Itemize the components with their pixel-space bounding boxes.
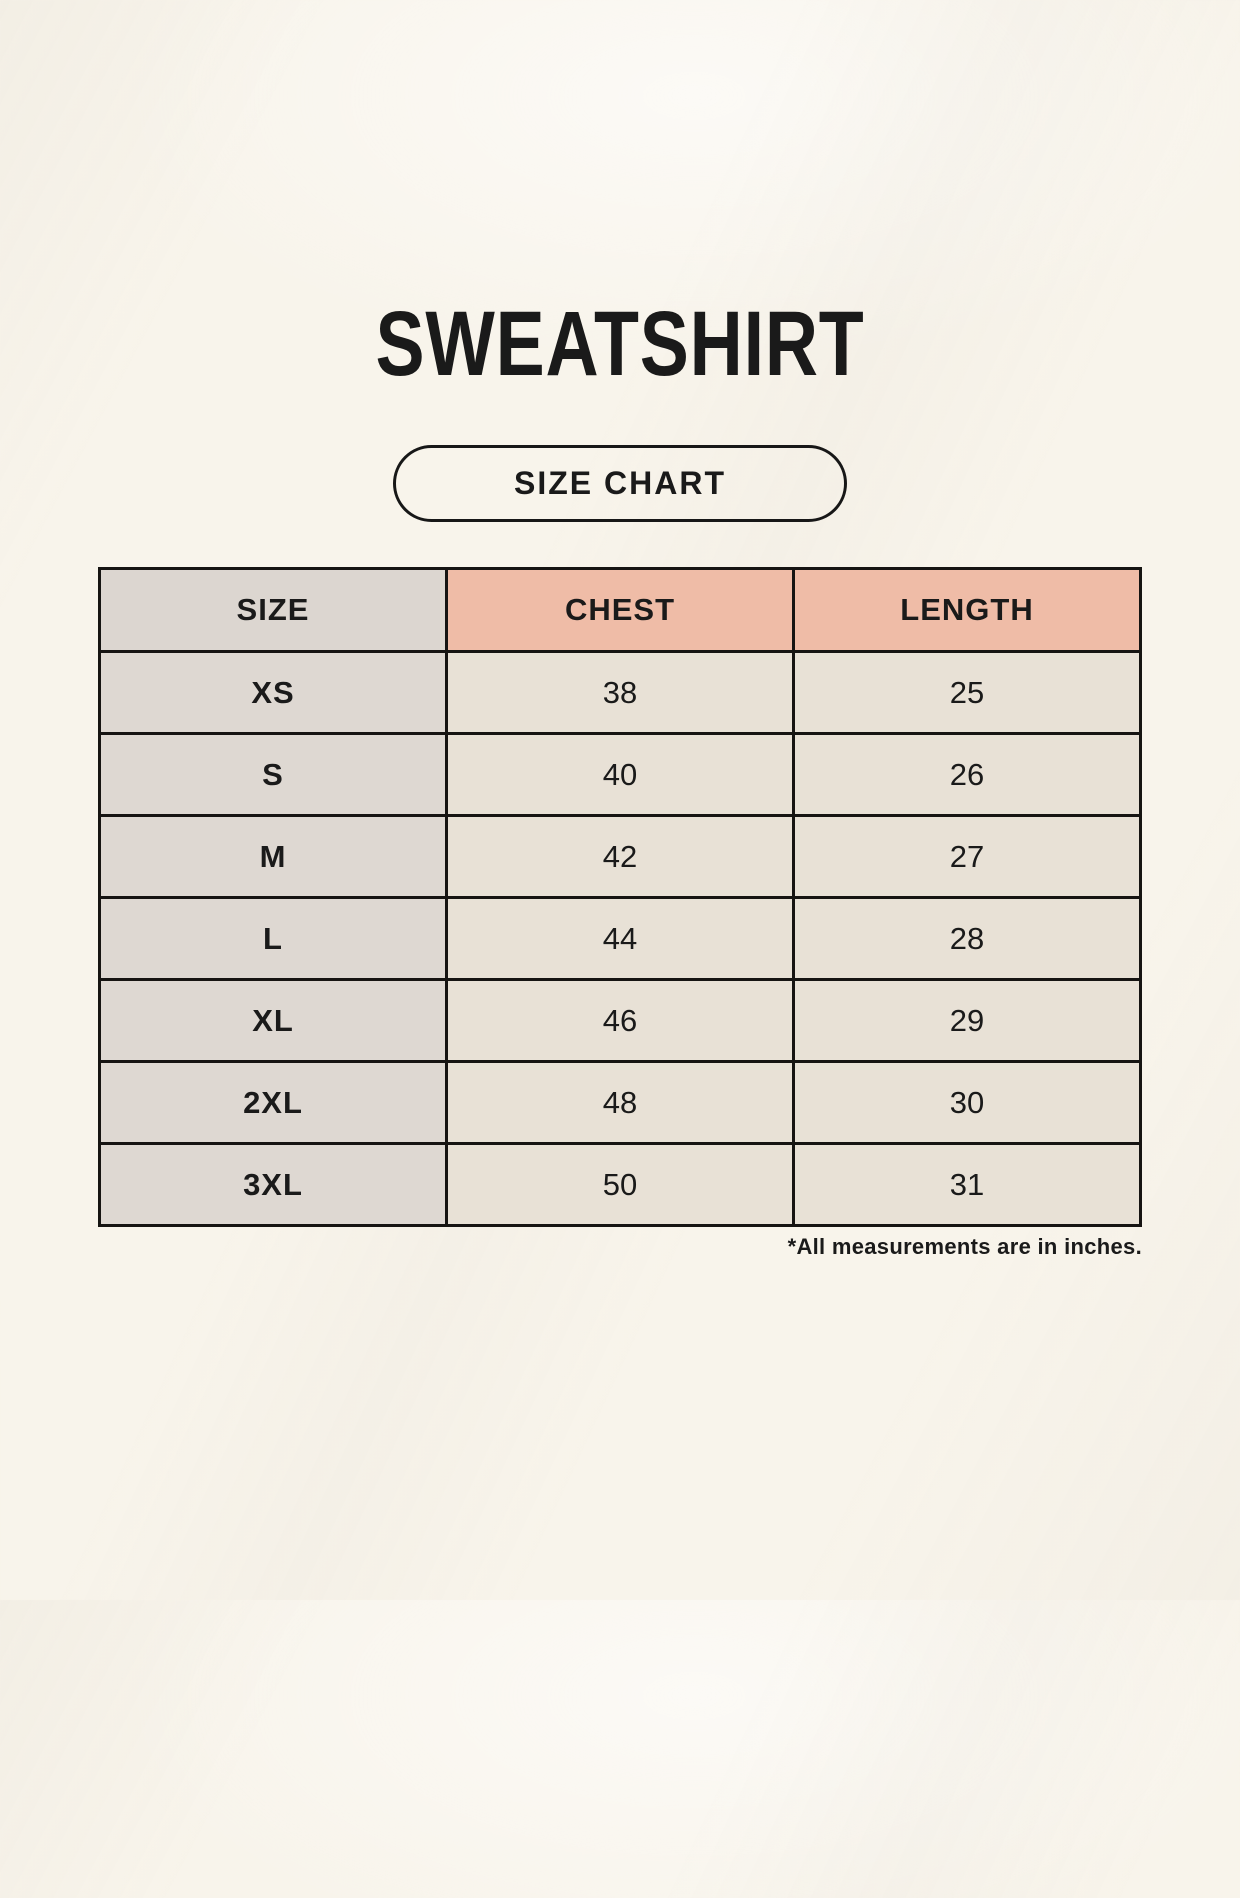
- length-cell: 29: [794, 980, 1141, 1062]
- length-cell: 25: [794, 652, 1141, 734]
- length-cell: 26: [794, 734, 1141, 816]
- size-cell: M: [100, 816, 447, 898]
- chest-cell: 38: [447, 652, 794, 734]
- length-cell: 31: [794, 1144, 1141, 1226]
- table-row-xs: [100, 652, 1141, 734]
- chest-cell: 44: [447, 898, 794, 980]
- size-table: [98, 567, 1142, 1227]
- table-row-m: [100, 816, 1141, 898]
- size-cell: L: [100, 898, 447, 980]
- table-row-3xl: [100, 1144, 1141, 1226]
- size-cell: 3XL: [100, 1144, 447, 1226]
- column-header-length: LENGTH: [794, 569, 1141, 652]
- length-cell: 28: [794, 898, 1141, 980]
- page-title: SWEATSHIRT: [375, 293, 865, 395]
- chest-cell: 48: [447, 1062, 794, 1144]
- size-cell: XS: [100, 652, 447, 734]
- chest-cell: 46: [447, 980, 794, 1062]
- column-header-size: SIZE: [100, 569, 447, 652]
- size-cell: XL: [100, 980, 447, 1062]
- size-cell: S: [100, 734, 447, 816]
- table-header-row: [100, 569, 1141, 652]
- table-row-s: [100, 734, 1141, 816]
- size-chart-badge-label: SIZE CHART: [514, 465, 726, 501]
- table-row-xl: [100, 980, 1141, 1062]
- length-cell: 27: [794, 816, 1141, 898]
- chest-cell: 42: [447, 816, 794, 898]
- chest-cell: 50: [447, 1144, 794, 1226]
- size-cell: 2XL: [100, 1062, 447, 1144]
- table-row-2xl: [100, 1062, 1141, 1144]
- size-chart-page: [0, 293, 1240, 1260]
- size-chart-badge[interactable]: [393, 445, 847, 522]
- size-table-container: [98, 567, 1142, 1260]
- table-row-l: [100, 898, 1141, 980]
- measurements-note: *All measurements are in inches.: [787, 1234, 1142, 1259]
- chest-cell: 40: [447, 734, 794, 816]
- length-cell: 30: [794, 1062, 1141, 1144]
- column-header-chest: CHEST: [447, 569, 794, 652]
